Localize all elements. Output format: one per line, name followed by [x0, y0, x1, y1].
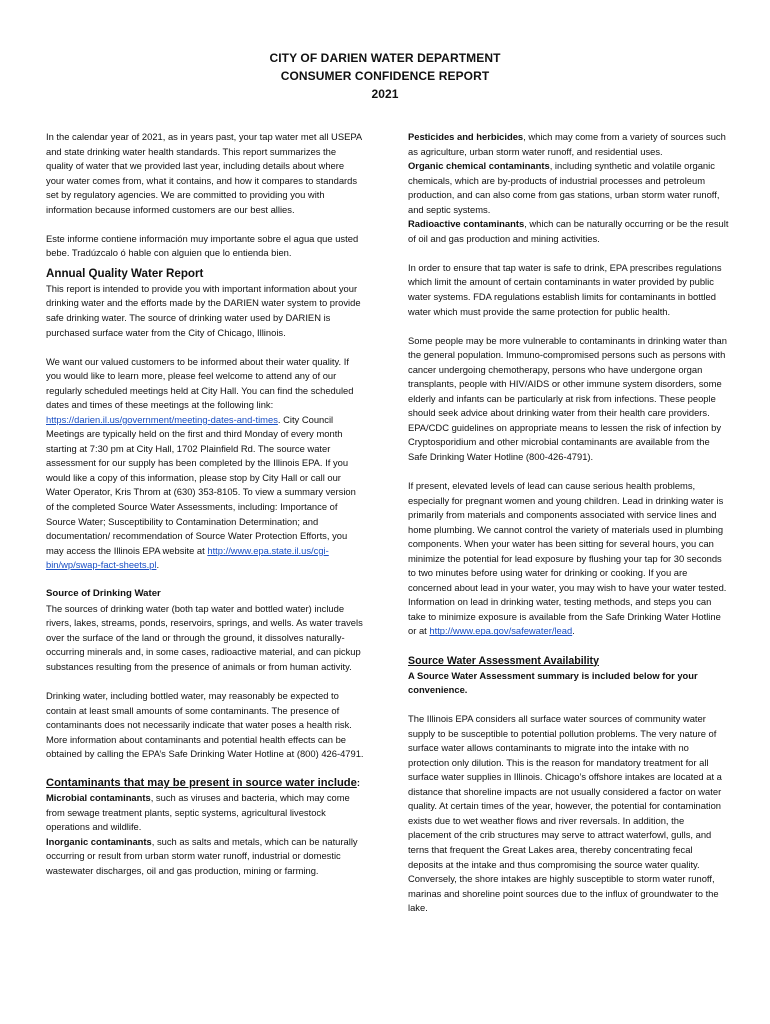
inorganic-text: , such as salts and metals, which can be naturally occurring or result from urban storm water runoff, industrial or domestic wastewater discharges, oil and gas production, mining or farming.	[46, 835, 358, 877]
contaminants-heading: Contaminants that may be present in source water include	[46, 777, 357, 790]
radioactive-text: , which can be naturally occurring or be the result of oil and gas production and mining activities.	[408, 218, 729, 244]
annual-report-heading: Annual Quality Water Report	[46, 266, 204, 280]
left-column	[46, 130, 364, 879]
radioactive-paragraph	[408, 217, 730, 246]
meetings-paragraph	[46, 355, 364, 573]
vulnerable-paragraph: Some people may be more vulnerable to contaminants in drinking water than the general population. Immuno-compromised persons such as persons with cancer undergoing chemotherapy, persons who have undergone organ transplants, people with HIV/AIDS or other immune system disorders, some elderly and infants can be particularly at risk from infections. These people should seek advice about drinking water from their health care providers. EPA/CDC guidelines on appropriate means to lessen the risk of infection by Cryptosporidium and other microbial contaminants are available from the Safe Drinking Water Hotline (800-426-4791).	[408, 334, 727, 462]
swa-heading: Source Water Assessment Availability	[408, 654, 599, 667]
organic-label: Organic chemical contaminants	[408, 160, 550, 172]
header-report-title: CONSUMER CONFIDENCE REPORT	[280, 69, 490, 83]
meeting-dates-link[interactable]: https://darien.il.us/government/meeting-dates-and-times	[46, 413, 278, 425]
microbial-label: Microbial contaminants	[46, 792, 151, 804]
intro-paragraph: In the calendar year of 2021, as in years past, your tap water met all USEPA and state drinking water health standards. This report summarizes the quality of water that we provided last year, including details about where your water comes from, what it contains, and how it compares to standards set by regulatory agencies. We are committed to providing you with information because informed customers are our best allies.	[46, 131, 362, 215]
inorganic-paragraph	[46, 835, 364, 879]
annual-report-paragraph: This report is intended to provide you with important information about your drinking water and the efforts made by the DARIEN water system to provide safe drinking water. The source of drinking water used by DARIEN is purchased surface water from the City of Chicago, Illinois.	[46, 282, 361, 338]
swa-summary-note: A Source Water Assessment summary is included below for your convenience.	[408, 669, 698, 696]
pesticides-paragraph	[408, 130, 730, 159]
lead-text: If present, elevated levels of lead can cause serious health problems, especially for pregnant women and young children. Lead in drinking water is primarily from materials and components associated with service lines and home plumbing. We cannot control the variety of materials used in plumbing components. When your water has been sitting for several hours, you can minimize the potential for lead exposure by flushing your tap for 30 seconds to two minutes before using water for drinking or cooking. If you are concerned about lead in your water, you may wish to have your water tested. Information on lead in drinking water, testing methods, and steps you can take to minimize exposure is available from the Safe Drinking Water Hotline or at	[408, 479, 727, 637]
contaminants-heading-line	[46, 776, 364, 791]
source-heading: Source of Drinking Water	[46, 588, 161, 600]
contaminants-heading-colon: :	[356, 777, 360, 789]
epa-lead-link[interactable]: http://www.epa.gov/safewater/lead	[429, 625, 573, 637]
header-department: CITY OF DARIEN WATER DEPARTMENT	[269, 51, 501, 65]
right-column	[408, 130, 730, 916]
pesticides-text: , which may come from a variety of sources such as agriculture, urban storm water runoff, and residential uses.	[408, 131, 726, 157]
organic-text: , including synthetic and volatile organic chemicals, which are by-products of industrial processes and petroleum production, and can also come from gas stations, urban storm water runoff, and septic systems.	[408, 160, 720, 215]
pesticides-label: Pesticides and herbicides	[408, 131, 524, 142]
document-header	[0, 49, 770, 103]
spanish-notice: Este informe contiene información muy importante sobre el agua que usted bebe. Tradúzcalo ó hable con alguien que lo entienda bien.	[46, 232, 359, 259]
inorganic-label: Inorganic contaminants	[46, 835, 152, 847]
bottled-water-paragraph: Drinking water, including bottled water, may reasonably be expected to contain at least small amounts of some contaminants. The presence of contaminants does not necessarily indicate that water poses a health risk. More information about contaminants and potential health effects can be obtained by calling the EPA’s Safe Drinking Water Hotline at (800) 426-4791.	[46, 690, 364, 760]
swa-paragraph: The Illinois EPA considers all surface water sources of community water supply to be susceptible to potential pollution problems. The very nature of surface water allows contaminants to migrate into the intake with no protection only dilution. This is the reason for mandatory treatment for all surface water supplies in Illinois. Chicago’s offshore intakes are located at a distance that shoreline impacts are not usually considered a factor on water quality. At certain times of the year, however, the potential for contamination exists due to wet weather flows and river reversals. In addition, the placement of the crib structures may serve to attract waterfowl, gulls, and terns that frequent the Great Lakes area, thereby concentrating fecal deposits at the intake and thus compromising the source water quality. Conversely, the shore intakes are highly susceptible to storm water runoff, marinas and shoreline point sources due to the influx of groundwater to the lake.	[408, 713, 722, 914]
source-paragraph: The sources of drinking water (both tap water and bottled water) include rivers, lakes, streams, ponds, reservoirs, springs, and wells. As water travels over the surface of the land or through the ground, it dissolves naturally-occurring minerals and, in some cases, radioactive material, and can pickup substances resulting from the presence of animals or from human activity.	[46, 602, 363, 672]
meetings-text-end: .	[156, 559, 160, 571]
microbial-paragraph	[46, 791, 364, 835]
radioactive-label: Radioactive contaminants	[408, 218, 525, 230]
lead-text-end: .	[572, 625, 575, 637]
swap-fact-sheets-link[interactable]: http://www.epa.state.il.us/cgi-bin/wp/swap-fact-sheets.pl	[46, 544, 329, 571]
organic-paragraph	[408, 159, 730, 217]
regulations-paragraph: In order to ensure that tap water is safe to drink, EPA prescribes regulations which limit the amount of certain contaminants in water provided by public water systems. FDA regulations establish limits for contaminants in bottled water which must provide the same protection for public health.	[408, 261, 722, 317]
swa-heading-line	[408, 654, 730, 669]
header-year: 2021	[371, 87, 399, 101]
meetings-text-continued: . City Council Meetings are typically held on the first and third Monday of every month starting at 7:30 pm at City Hall, 1702 Plainfield Rd. The source water assessment for our supply has been completed by the Illinois EPA. If you would like a copy of this information, please stop by City Hall or call our Water Operator, Kris Throm at (630) 353-8105. To view a summary version of the completed Source Water Assessments, including: Importance of Source Water; Susceptibility to Contamination Determination; and documentation/ recommendation of Source Water Protection Efforts, you may access the Illinois EPA website at	[46, 413, 356, 556]
lead-paragraph	[408, 479, 730, 639]
meetings-text: We want our valued customers to be informed about their water quality. If you would like to learn more, please feel welcome to attend any of our regularly scheduled meetings held at City Hall. You can find the scheduled dates and times of these meetings at the following link:	[46, 355, 354, 411]
microbial-text: , such as viruses and bacteria, which may come from sewage treatment plants, septic systems, agricultural livestock operations and wildlife.	[46, 792, 350, 833]
